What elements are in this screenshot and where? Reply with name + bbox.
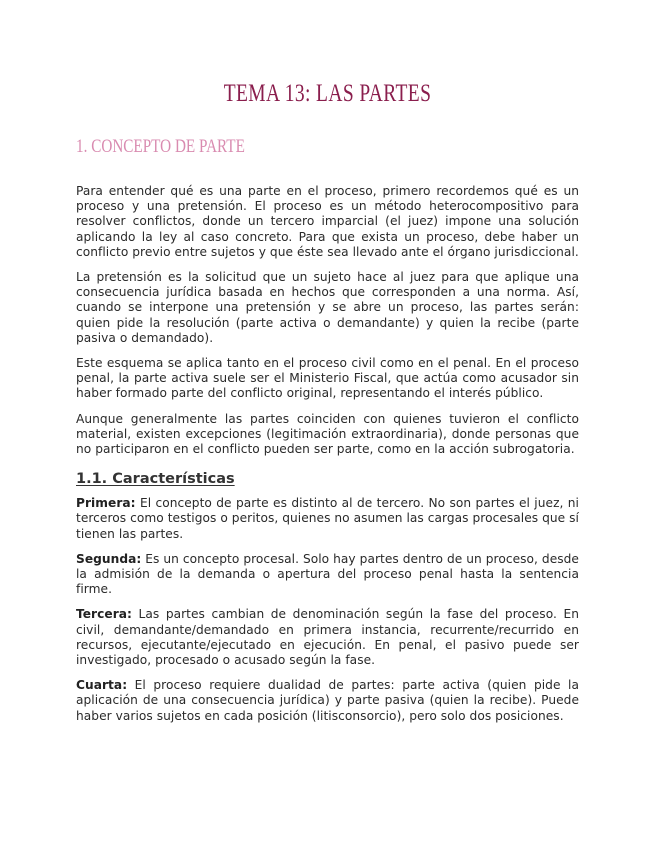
page-title: TEMA 13: LAS PARTES	[223, 80, 432, 107]
section-heading: 1. CONCEPTO DE PARTE	[76, 136, 245, 157]
paragraph-2: La pretensión es la solicitud que un sujeto hace al juez para que aplique una consecuencia jurídica basada en hechos que corresponden a una norma. Así, cuando se interpone una pretensión y se abre un proceso, las partes serán: quien pide la resolución (parte activa o demandante) y quien la recibe (parte pasiva o demandado).	[76, 270, 579, 345]
characteristic-term: Segunda:	[76, 551, 142, 566]
characteristic-second	[76, 552, 579, 598]
characteristic-term: Cuarta:	[76, 678, 128, 693]
characteristic-fourth	[76, 678, 579, 724]
characteristic-text: Es un concepto procesal. Solo hay partes dentro de un proceso, desde la admisión de la demanda o apertura del proceso penal hasta la sentencia firme.	[76, 551, 579, 597]
spacer	[76, 170, 579, 184]
characteristic-text: Las partes cambian de denominación según la fase del proceso. En civil, demandante/demandado en primera instancia, recurrente/recurrido en recursos, ejecutante/ejecutado en ejecución. En penal, el pasivo puede ser investigado, procesado o acusado según la fase.	[76, 607, 579, 668]
characteristic-text: El concepto de parte es distinto al de tercero. No son partes el juez, ni terceros como testigos o peritos, quienes no asumen las cargas procesales que sí tienen las partes.	[76, 496, 579, 541]
characteristic-text: El proceso requiere dualidad de partes: parte activa (quien pide la aplicación de una consecuencia jurídica) y parte pasiva (quien la recibe). Puede haber varios sujetos en cada posición (litisconsorcio), pero solo dos posiciones.	[76, 678, 579, 723]
characteristic-third	[76, 607, 579, 668]
paragraph-1: Para entender qué es una parte en el proceso, primero recordemos qué es un proceso y una pretensión. El proceso es un método heterocompositivo para resolver conflictos, donde un tercero imparcial (el juez) impone una solución aplicando la ley al caso concreto. Para que exista un proceso, debe haber un conflicto previo entre sujetos y que éste sea llevado ante el órgano jurisdiccional.	[76, 184, 579, 259]
characteristic-first	[76, 496, 579, 542]
characteristic-term: Primera:	[76, 496, 136, 511]
subsection-heading: 1.1. Características	[76, 471, 235, 488]
paragraph-4: Aunque generalmente las partes coinciden con quienes tuvieron el conflicto material, existen excepciones (legitimación extraordinaria), donde personas que no participaron en el conflicto pueden ser parte, como en la acción subrogatoria.	[76, 411, 579, 457]
characteristic-term: Tercera:	[76, 607, 132, 622]
paragraph-3: Este esquema se aplica tanto en el proceso civil como en el penal. En el proceso penal, la parte activa suele ser el Ministerio Fiscal, que actúa como acusador sin haber formado parte del conflicto original, representando el interés público.	[76, 356, 579, 401]
